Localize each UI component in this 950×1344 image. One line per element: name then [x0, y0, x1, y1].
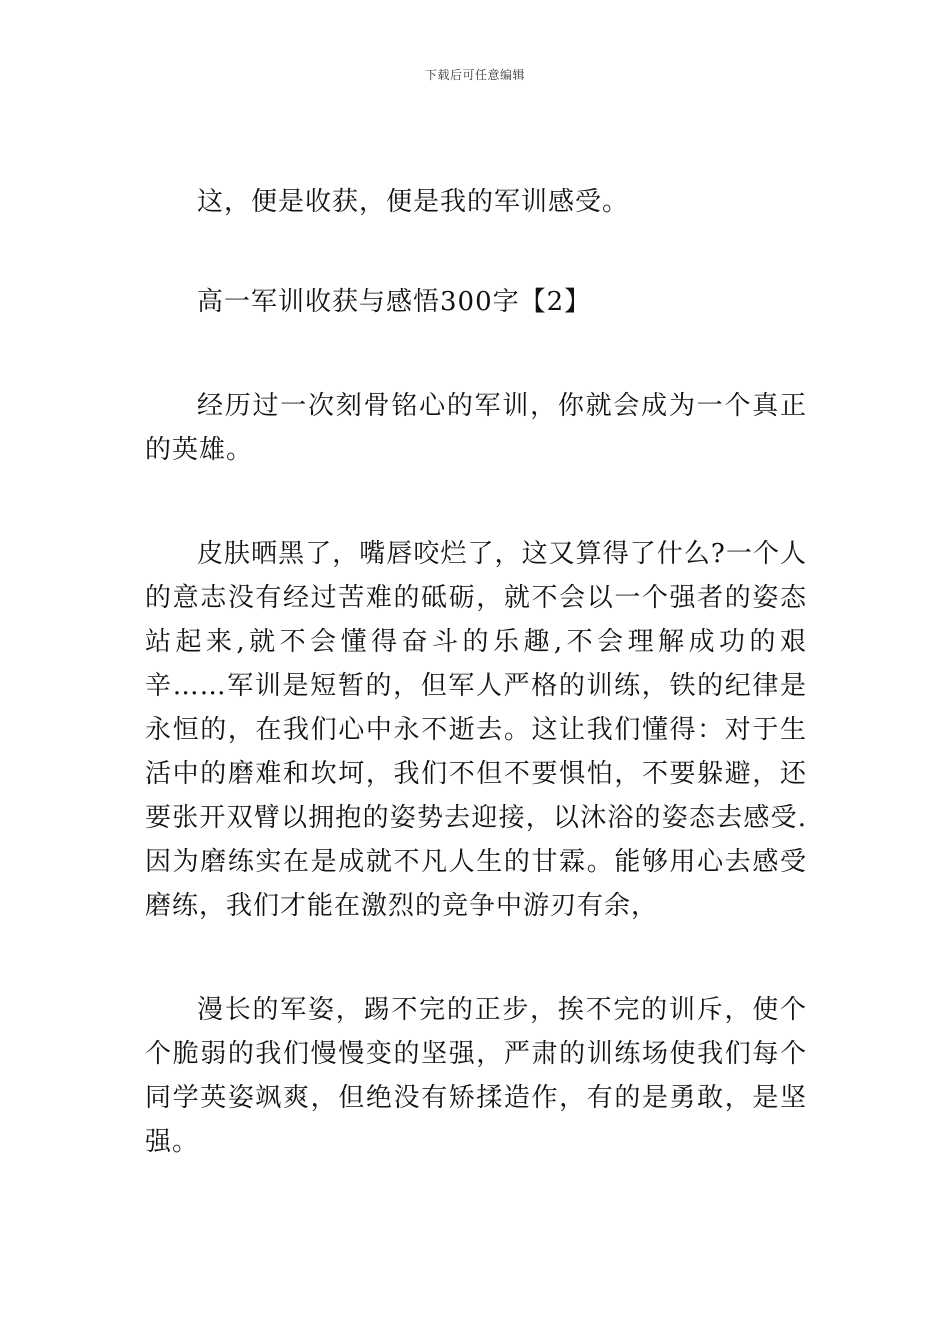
- paragraph-body: 皮肤晒黑了，嘴唇咬烂了，这又算得了什么?一个人的意志没有经过苦难的砥砺，就不会以一个强者的姿态站起来,就不会懂得奋斗的乐趣,不会理解成功的艰辛……军训是短暂的，但军人严格的训练，铁的纪律是永恒的，在我们心中永不逝去。这让我们懂得：对于生活中的磨难和坎坷，我们不但不要惧怕，不要躲避，还要张开双臂以拥抱的姿势去迎接，以沐浴的姿态去感受.因为磨练实在是成就不凡人生的甘霖。能够用心去感受磨练，我们才能在激烈的竞争中游刃有余，: [145, 539, 807, 921]
- paragraph-conclusion: 这，便是收获，便是我的军训感受。: [197, 187, 630, 217]
- section-heading: 高一军训收获与感悟300字【2】: [197, 287, 592, 317]
- document-body: [145, 180, 807, 1164]
- page-header-note: 下载后可任意编辑: [424, 68, 525, 82]
- paragraph-closing: 漫长的军姿，踢不完的正步，挨不完的训斥，使个个脆弱的我们慢慢变的坚强，严肃的训练场使我们每个同学英姿飒爽，但绝没有矫揉造作，有的是勇敢，是坚强。: [145, 995, 807, 1157]
- paragraph-intro: 经历过一次刻骨铭心的军训，你就会成为一个真正的英雄。: [145, 391, 807, 465]
